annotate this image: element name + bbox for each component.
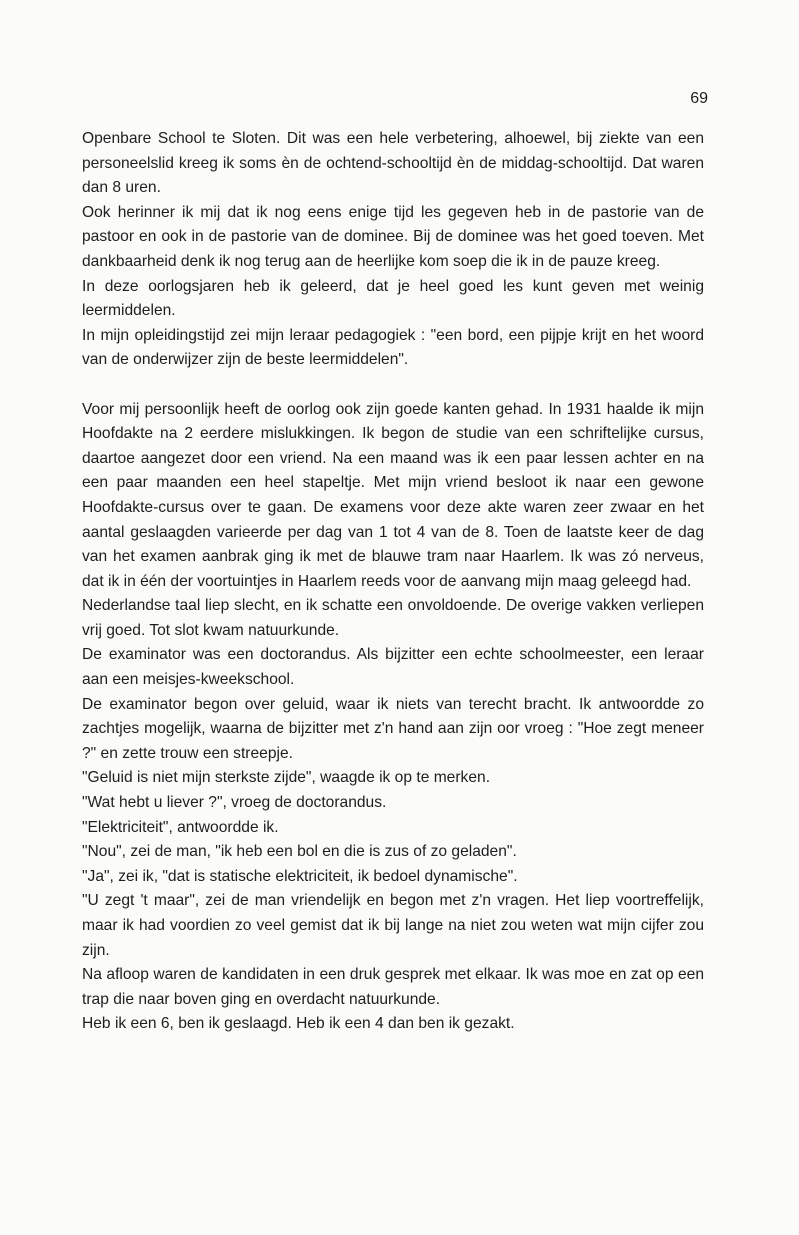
body-text	[82, 127, 704, 1037]
paragraph-wat-liever: "Wat hebt u liever ?", vroeg de doctorandus.	[82, 794, 387, 812]
paragraph-na-afloop: Na afloop waren de kandidaten in een druk gesprek met elkaar. Ik was moe en zat op een trap die naar boven ging en overdacht natuurkunde.	[82, 966, 704, 1008]
page-number: 69	[690, 90, 708, 107]
paragraph-hoofdakte: Voor mij persoonlijk heeft de oorlog ook zijn goede kanten gehad. In 1931 haalde ik mijn Hoofdakte na 2 eerdere mislukkingen. Ik begon de studie van een schriftelijke cursus, daartoe aangezet door een vriend. Na een maand was ik een paar lessen achter en na een paar maanden een heel stapeltje. Met mijn vriend besloot ik naar een gewone Hoofdakte-cursus over te gaan. De examens voor deze akte waren zeer zwaar en het aantal geslaagden varieerde per dag van 1 tot 4 van de 8. Toen de laatste keer de dag van het examen aanbrak ging ik met de blauwe tram naar Haarlem. Ik was zó nerveus, dat ik in één der voortuintjes in Haarlem reeds voor de aanvang mijn maag geleegd had.	[82, 400, 704, 590]
paragraph-ja: "Ja", zei ik, "dat is statische elektriciteit, ik bedoel dynamische".	[82, 867, 518, 885]
paragraph-u-zegt: "U zegt 't maar", zei de man vriendelijk en begon met z'n vragen. Het liep voortreffelijk, maar ik had voordien zo veel gemist dat ik bij lange na niet zou weten wat mijn cijfer zou zijn.	[82, 892, 704, 959]
paragraph-sterkste-zijde: "Geluid is niet mijn sterkste zijde", waagde ik op te merken.	[82, 769, 491, 787]
paragraph-school-sloten: Openbare School te Sloten. Dit was een hele verbetering, alhoewel, bij ziekte van een personeelslid kreeg ik soms èn de ochtend-schooltijd èn de middag-schooltijd. Dat waren dan 8 uren.	[82, 130, 704, 197]
paragraph-gap	[82, 373, 704, 398]
paragraph-nou: "Nou", zei de man, "ik heb een bol en die is zus of zo geladen".	[82, 843, 517, 861]
paragraph-nederlandse-taal: Nederlandse taal liep slecht, en ik schatte een onvoldoende. De overige vakken verliepen vrij goed. Tot slot kwam natuurkunde.	[82, 597, 704, 639]
paragraph-geslaagd: Heb ik een 6, ben ik geslaagd. Heb ik een 4 dan ben ik gezakt.	[82, 1015, 515, 1033]
paragraph-examinator: De examinator was een doctorandus. Als bijzitter een echte schoolmeester, een leraar aan een meisjes-kweekschool.	[82, 646, 704, 689]
paragraph-opleidingstijd: In mijn opleidingstijd zei mijn leraar pedagogiek : "een bord, een pijpje krijt en het woord van de onderwijzer zijn de beste leermiddelen".	[82, 326, 704, 369]
paragraph-pastorie: Ook herinner ik mij dat ik nog eens enige tijd les gegeven heb in de pastorie van de pastoor en ook in de pastorie van de dominee. Bij de dominee was het goed toeven. Met dankbaarheid denk ik nog terug aan de heerlijke kom soep die ik in de pauze kreeg.	[82, 203, 704, 270]
paragraph-oorlogsjaren: In deze oorlogsjaren heb ik geleerd, dat je heel goed les kunt geven met weinig leermiddelen.	[82, 277, 704, 320]
paragraph-elektriciteit: "Elektriciteit", antwoordde ik.	[82, 818, 279, 836]
paragraph-geluid: De examinator begon over geluid, waar ik niets van terecht bracht. Ik antwoordde zo zachtjes mogelijk, waarna de bijzitter met z'n hand aan zijn oor vroeg : "Hoe zegt meneer ?" en zette trouw een streepje.	[82, 695, 704, 762]
